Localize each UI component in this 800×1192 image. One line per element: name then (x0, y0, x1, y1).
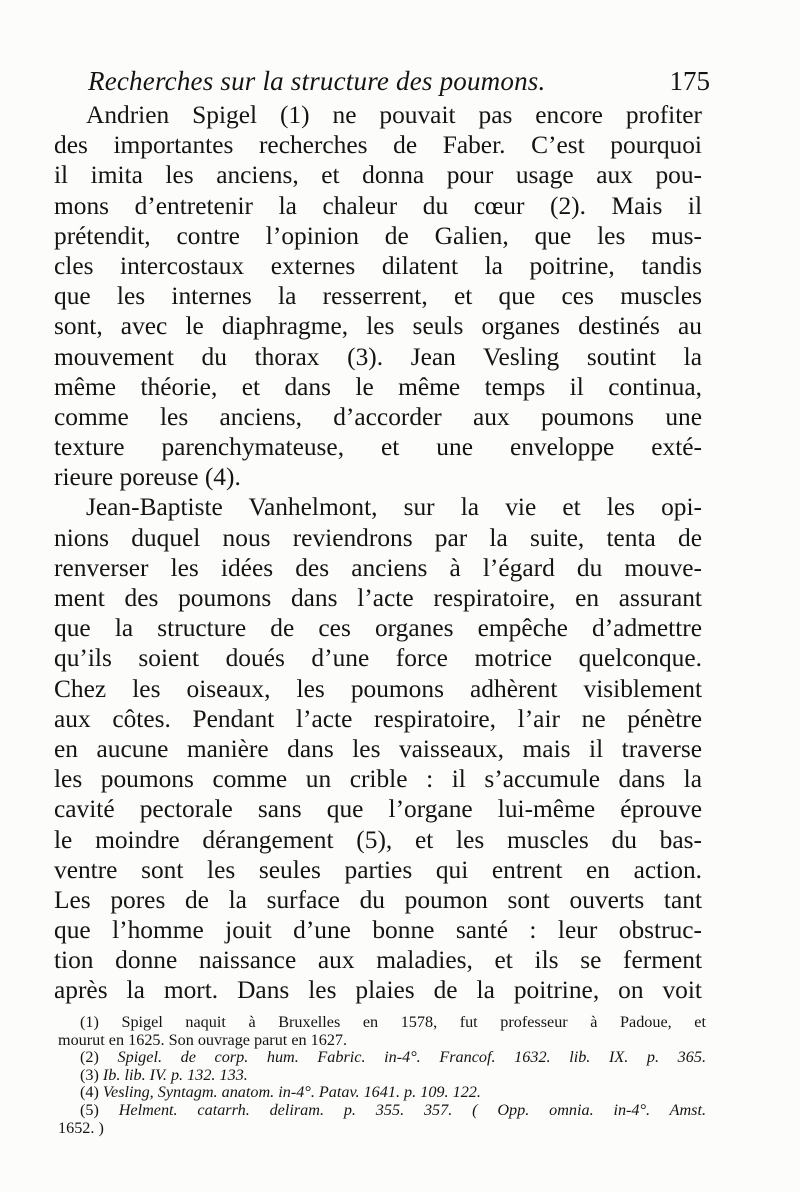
footnote-3 (58, 1067, 706, 1085)
footnotes (58, 1014, 706, 1137)
text-line: mouvement du thorax (3). Jean Vesling soutint la (54, 342, 702, 371)
text-line: nions duquel nous reviendrons par la suite, tenta de (54, 523, 702, 552)
body-text (54, 100, 702, 1006)
footnote-3-mark: (3) (80, 1065, 99, 1084)
text-line: il imita les anciens, et donna pour usage aux pou- (54, 161, 702, 190)
text-line: ventre sont les seules parties qui entrent en action. (54, 855, 702, 884)
text-line: tion donne naissance aux maladies, et ils se ferment (54, 946, 702, 975)
text-line: le moindre dérangement (5), et les muscles du bas- (54, 825, 702, 854)
text-line: rieure poreuse (4). (54, 463, 241, 492)
footnote-5-text: Helment. catarrh. deliram. p. 355. 357. ( Opp. omnia. in-4°. Amst. (118, 1100, 707, 1119)
text-line: en aucune manière dans les vaisseaux, mais il traverse (54, 734, 702, 763)
text-line: Jean-Baptiste Vanhelmont, sur la vie et les opi- (86, 493, 702, 522)
text-line: les poumons comme un crible : il s’accumule dans la (54, 765, 702, 794)
text-line: Andrien Spigel (1) ne pouvait pas encore profiter (86, 101, 702, 129)
text-line: que l’homme jouit d’une bonne santé : leur obstruc- (54, 916, 702, 945)
text-line: ment des poumons dans l’acte respiratoire, en assurant (54, 584, 702, 612)
page-header (88, 64, 712, 100)
footnote-3-text: Ib. lib. IV. p. 132. 133. (102, 1065, 248, 1084)
text-line: texture parenchymateuse, et une enveloppe exté- (54, 433, 702, 462)
footnote-4-text: Vesling, Syntagm. anatom. in-4°. Patav. 1641. p. 109. 122. (102, 1083, 481, 1102)
text-line: renverser les idées des anciens à l’égard du mouve- (54, 553, 702, 582)
footnote-2-text: Spigel. de corp. hum. Fabric. in-4°. Francof. 1632. lib. IX. p. 365. (117, 1048, 706, 1067)
footnote-5-continuation: 1652. ) (58, 1118, 104, 1137)
text-line: Chez les oiseaux, les poumons adhèrent visiblement (54, 674, 702, 703)
text-line: comme les anciens, d’accorder aux poumons une (54, 402, 702, 431)
text-line: aux côtes. Pendant l’acte respiratoire, l’air ne pénètre (54, 704, 702, 733)
footnote-4 (58, 1084, 706, 1102)
footnote-4-mark: (4) (80, 1083, 99, 1102)
running-title: Recherches sur la structure des poumons. (88, 66, 546, 96)
text-line: mons d’entretenir la chaleur du cœur (2). Mais il (54, 191, 702, 220)
text-line: prétendit, contre l’opinion de Galien, que les mus- (54, 221, 702, 250)
footnote-5 (58, 1102, 706, 1120)
footnote-5-mark: (5) (80, 1100, 99, 1119)
footnote-1: (1) Spigel naquit à Bruxelles en 1578, fut professeur à Padoue, et (80, 1013, 706, 1031)
text-line: des importantes recherches de Faber. C’est pourquoi (54, 131, 702, 160)
page-number: 175 (669, 66, 710, 96)
text-line: que les internes la resserrent, et que ces muscles (54, 282, 702, 311)
footnote-1-continuation: mourut en 1625. Son ouvrage parut en 1627. (58, 1030, 348, 1049)
text-line: sont, avec le diaphragme, les seuls organes destinés au (54, 312, 702, 341)
text-line: que la structure de ces organes empêche d’admettre (54, 614, 702, 643)
text-line: après la mort. Dans les plaies de la poitrine, on voit (54, 976, 702, 1005)
text-line: cavité pectorale sans que l’organe lui-même éprouve (54, 795, 702, 824)
footnote-2-mark: (2) (80, 1048, 99, 1067)
text-line: cles intercostaux externes dilatent la poitrine, tandis (54, 251, 702, 280)
footnote-2 (58, 1049, 706, 1067)
text-line: Les pores de la surface du poumon sont ouverts tant (54, 885, 702, 914)
text-line: qu’ils soient doués d’une force motrice quelconque. (54, 644, 702, 673)
text-line: même théorie, et dans le même temps il continua, (54, 372, 702, 401)
